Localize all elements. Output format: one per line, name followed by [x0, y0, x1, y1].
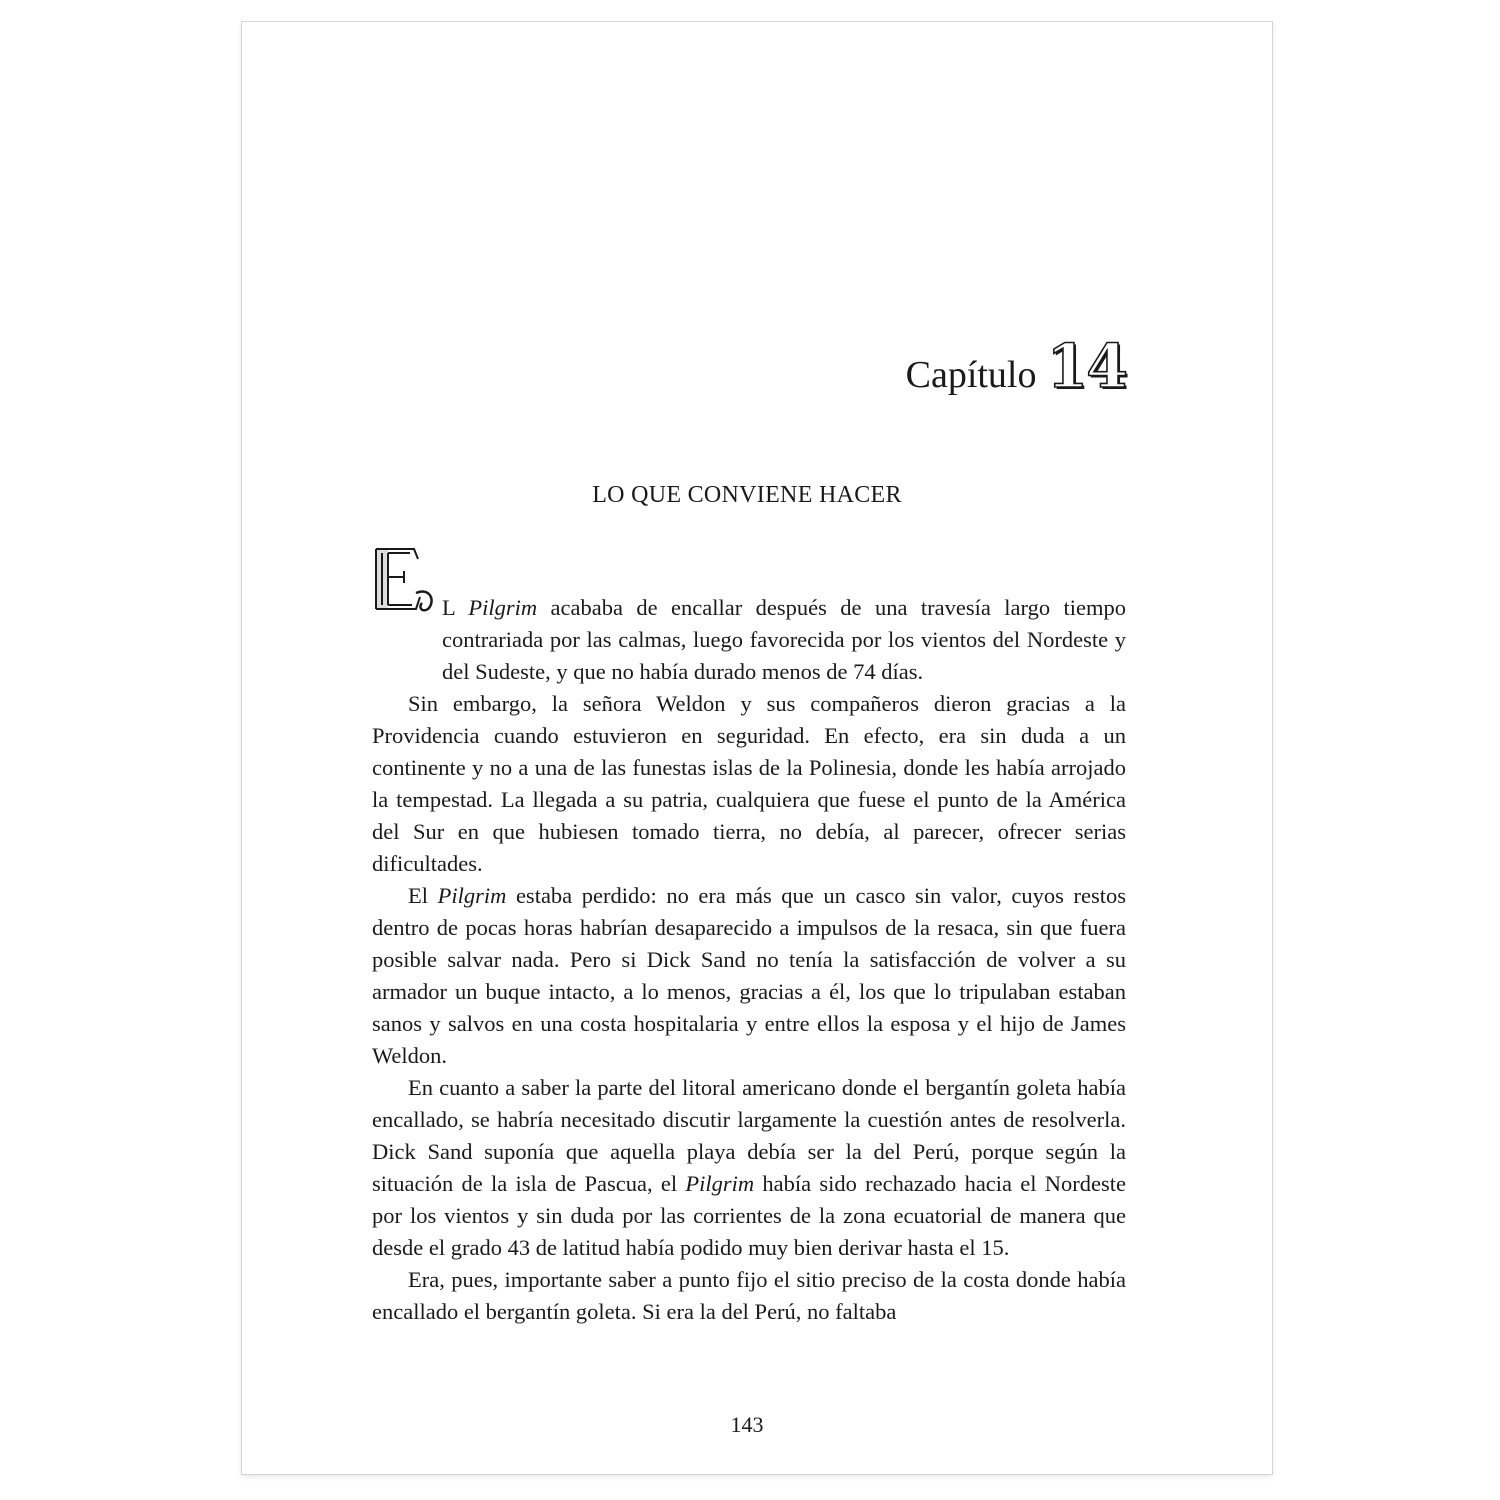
paragraph — [372, 688, 1126, 880]
text-segment: Sin embargo, la señora Weldon y sus compañeros dieron gracias a la Providencia cuando estuvieron en seguridad. En efecto, era sin duda a un continente y no a una de las funestas islas de la Polinesia, donde les había arrojado la tempestad. La llegada a su patria, cualquiera que fuese el punto de la América del Sur en que hubiesen tomado tierra, no debía, al parecer, ofrecer serias dificultades. — [372, 691, 1126, 876]
text-segment: acababa de encallar después de una travesía largo tiempo contrariada por las calmas, luego favorecida por los vientos del Nordeste y del Sudeste, y que no había durado menos de 74 días. — [442, 595, 1126, 684]
paragraph-text — [372, 1267, 1126, 1324]
paragraph-text — [372, 1075, 1126, 1260]
paragraph — [372, 1072, 1126, 1264]
paragraph — [372, 880, 1126, 1072]
italic-text: Pilgrim — [685, 1171, 755, 1196]
paragraph — [372, 592, 1126, 688]
paragraph-text — [442, 595, 1126, 684]
text-segment: estaba perdido: no era más que un casco sin valor, cuyos restos dentro de pocas horas habrían desaparecido a impulsos de la resaca, sin que fuera posible salvar nada. Pero si Dick Sand no tenía la satisfacción de volver a su armador un buque intacto, a lo menos, gracias a él, los que lo tripulaban estaban sanos y salvos en una costa hospitalaria y entre ellos la esposa y el hijo de James Weldon. — [372, 883, 1126, 1068]
text-segment: había sido rechazado hacia el Nordeste por los vientos y sin duda por las corrientes de la zona ecuatorial de manera que desde el grado 43 de latitud había podido muy bien derivar hasta el 15. — [372, 1171, 1127, 1260]
paragraph-text — [372, 883, 1126, 1068]
paragraph — [372, 1264, 1126, 1328]
book-page — [242, 22, 1272, 1474]
chapter-label: Capítulo — [905, 354, 1037, 396]
page-number: 143 — [730, 1412, 764, 1437]
chapter-number: 14 — [1046, 332, 1126, 402]
dropcap-rest: L — [442, 595, 469, 620]
italic-text: Pilgrim — [468, 595, 538, 620]
paragraph-lead — [372, 592, 1126, 688]
chapter-heading — [242, 332, 1126, 402]
chapter-title: LO QUE CONVIENE HACER — [592, 482, 902, 508]
body-text — [372, 592, 1126, 1328]
text-segment: En cuanto a saber la parte del litoral americano donde el bergantín goleta había encallado, se habría necesitado discutir largamente la cuestión antes de resolverla. Dick Sand suponía que aquella playa debía ser la del Perú, porque según la situación de la isla de Pascua, el — [372, 1075, 1126, 1196]
text-segment: Era, pues, importante saber a punto fijo el sitio preciso de la costa donde había encallado el bergantín goleta. Si era la del Perú, no faltaba — [372, 1267, 1126, 1324]
paragraph-text — [372, 691, 1126, 876]
italic-text: Pilgrim — [437, 883, 507, 908]
text-segment: El — [408, 883, 438, 908]
